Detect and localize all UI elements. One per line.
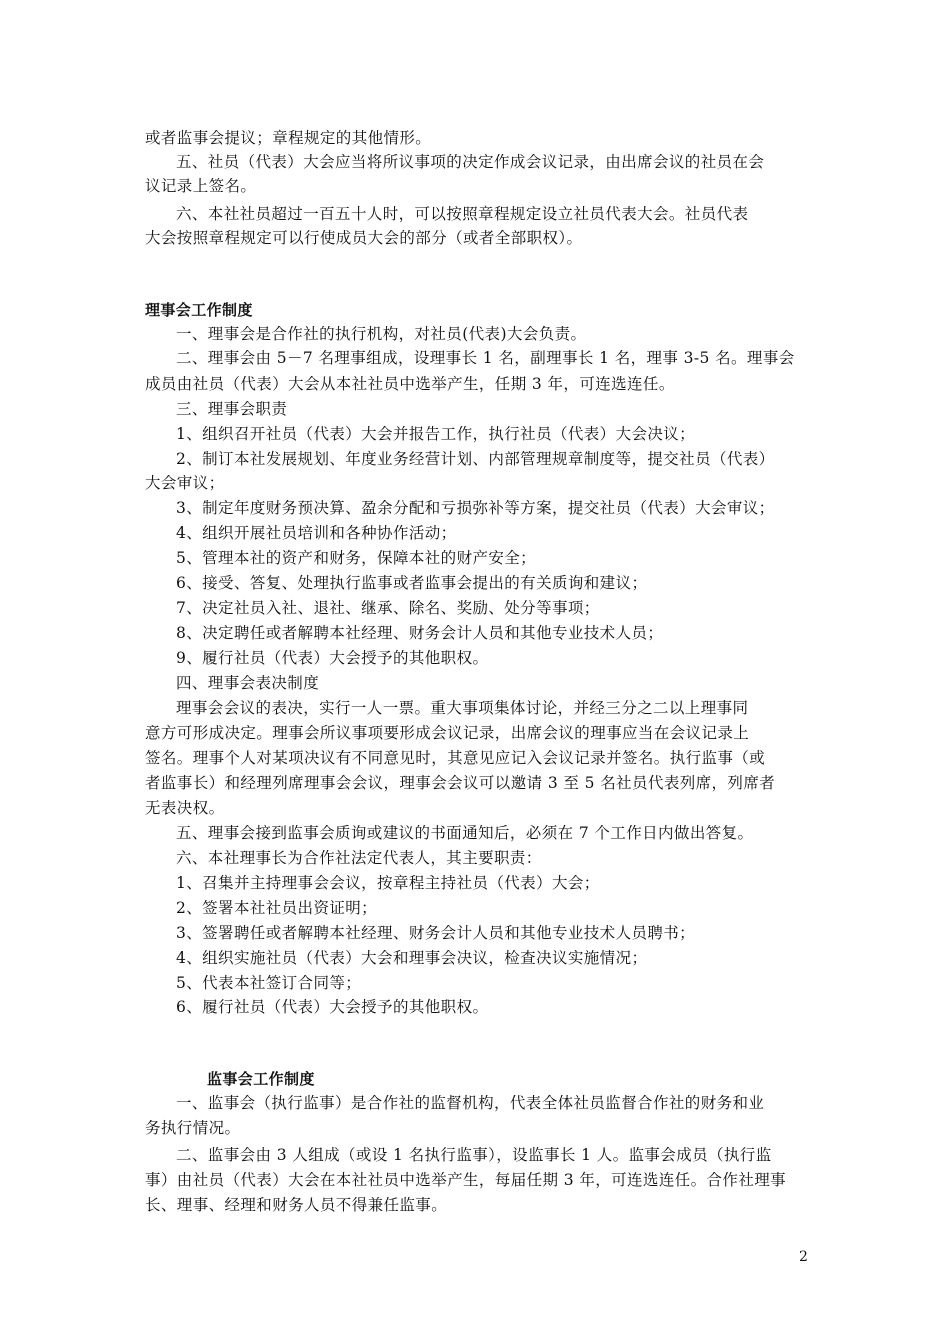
text-line: 三、理事会职责 bbox=[176, 400, 288, 418]
text-line: 6、履行社员（代表）大会授予的其他职权。 bbox=[176, 998, 489, 1016]
text-line: 四、理事会表决制度 bbox=[176, 674, 320, 692]
text-line: 签名。理事个人对某项决议有不同意见时，其意见应记入会议记录并签名。执行监事（或 bbox=[145, 749, 766, 767]
text-line: 二、理事会由 5－7 名理事组成，设理事长 1 名，副理事长 1 名，理事 3-5 名。理事会 bbox=[176, 349, 795, 367]
text-line: 五、理事会接到监事会质询或建议的书面通知后，必须在 7 个工作日内做出答复。 bbox=[176, 824, 754, 842]
text-line: 5、代表本社签订合同等； bbox=[176, 974, 362, 992]
text-line: 二、监事会由 3 人组成（或设 1 名执行监事），设监事长 1 人。监事会成员（执行监 bbox=[176, 1146, 772, 1164]
text-line: 务执行情况。 bbox=[145, 1119, 241, 1137]
text-line: 一、监事会（执行监事）是合作社的监督机构，代表全体社员监督合作社的财务和业 bbox=[176, 1094, 765, 1112]
text-line: 者监事长）和经理列席理事会会议，理事会会议可以邀请 3 至 5 名社员代表列席，列席者 bbox=[145, 774, 776, 792]
text-line: 8、决定聘任或者解聘本社经理、财务会计人员和其他专业技术人员； bbox=[176, 624, 664, 642]
text-line: 无表决权。 bbox=[145, 799, 225, 817]
text-line: 事）由社员（代表）大会在本社社员中选举产生，每届任期 3 年，可连选连任。合作社理事 bbox=[145, 1171, 787, 1189]
text-line: 议记录上签名。 bbox=[145, 177, 257, 195]
text-line: 成员由社员（代表）大会从本社社员中选举产生，任期 3 年，可连选连任。 bbox=[145, 375, 675, 393]
text-line: 长、理事、经理和财务人员不得兼任监事。 bbox=[145, 1196, 448, 1214]
text-line: 理事会会议的表决，实行一人一票。重大事项集体讨论，并经三分之二以上理事同 bbox=[176, 699, 749, 717]
text-line: 5、管理本社的资产和财务，保障本社的财产安全； bbox=[176, 549, 537, 567]
text-line: 3、签署聘任或者解聘本社经理、财务会计人员和其他专业技术人员聘书； bbox=[176, 924, 696, 942]
text-line: 五、社员（代表）大会应当将所议事项的决定作成会议记录，由出席会议的社员在会 bbox=[176, 153, 765, 171]
page-number: 2 bbox=[799, 1249, 808, 1265]
text-line: 一、理事会是合作社的执行机构，对社员(代表)大会负责。 bbox=[176, 325, 587, 343]
text-line: 或者监事会提议；章程规定的其他情形。 bbox=[145, 129, 432, 147]
text-line: 大会审议； bbox=[145, 474, 225, 492]
text-line: 1、召集并主持理事会会议，按章程主持社员（代表）大会； bbox=[176, 874, 600, 892]
section-title-supervisory: 监事会工作制度 bbox=[207, 1070, 315, 1088]
text-line: 2、签署本社社员出资证明； bbox=[176, 899, 378, 917]
text-line: 2、制订本社发展规划、年度业务经营计划、内部管理规章制度等，提交社员（代表） bbox=[176, 450, 775, 468]
text-line: 六、本社理事长为合作社法定代表人，其主要职责： bbox=[176, 849, 542, 867]
text-line: 9、履行社员（代表）大会授予的其他职权。 bbox=[176, 649, 489, 667]
text-line: 7、决定社员入社、退社、继承、除名、奖励、处分等事项； bbox=[176, 599, 600, 617]
text-line: 3、制定年度财务预决算、盈余分配和亏损弥补等方案，提交社员（代表）大会审议； bbox=[176, 499, 775, 517]
text-line: 1、组织召开社员（代表）大会并报告工作，执行社员（代表）大会决议； bbox=[176, 425, 696, 443]
text-line: 大会按照章程规定可以行使成员大会的部分（或者全部职权）。 bbox=[145, 229, 583, 247]
text-line: 6、接受、答复、处理执行监事或者监事会提出的有关质询和建议； bbox=[176, 574, 648, 592]
text-line: 意方可形成决定。理事会所议事项要形成会议记录，出席会议的理事应当在会议记录上 bbox=[145, 724, 750, 742]
text-line: 4、组织实施社员（代表）大会和理事会决议，检查决议实施情况； bbox=[176, 949, 648, 967]
text-line: 4、组织开展社员培训和各种协作活动； bbox=[176, 524, 457, 542]
text-line: 六、本社社员超过一百五十人时，可以按照章程规定设立社员代表大会。社员代表 bbox=[176, 205, 749, 223]
section-title-council: 理事会工作制度 bbox=[145, 301, 253, 319]
